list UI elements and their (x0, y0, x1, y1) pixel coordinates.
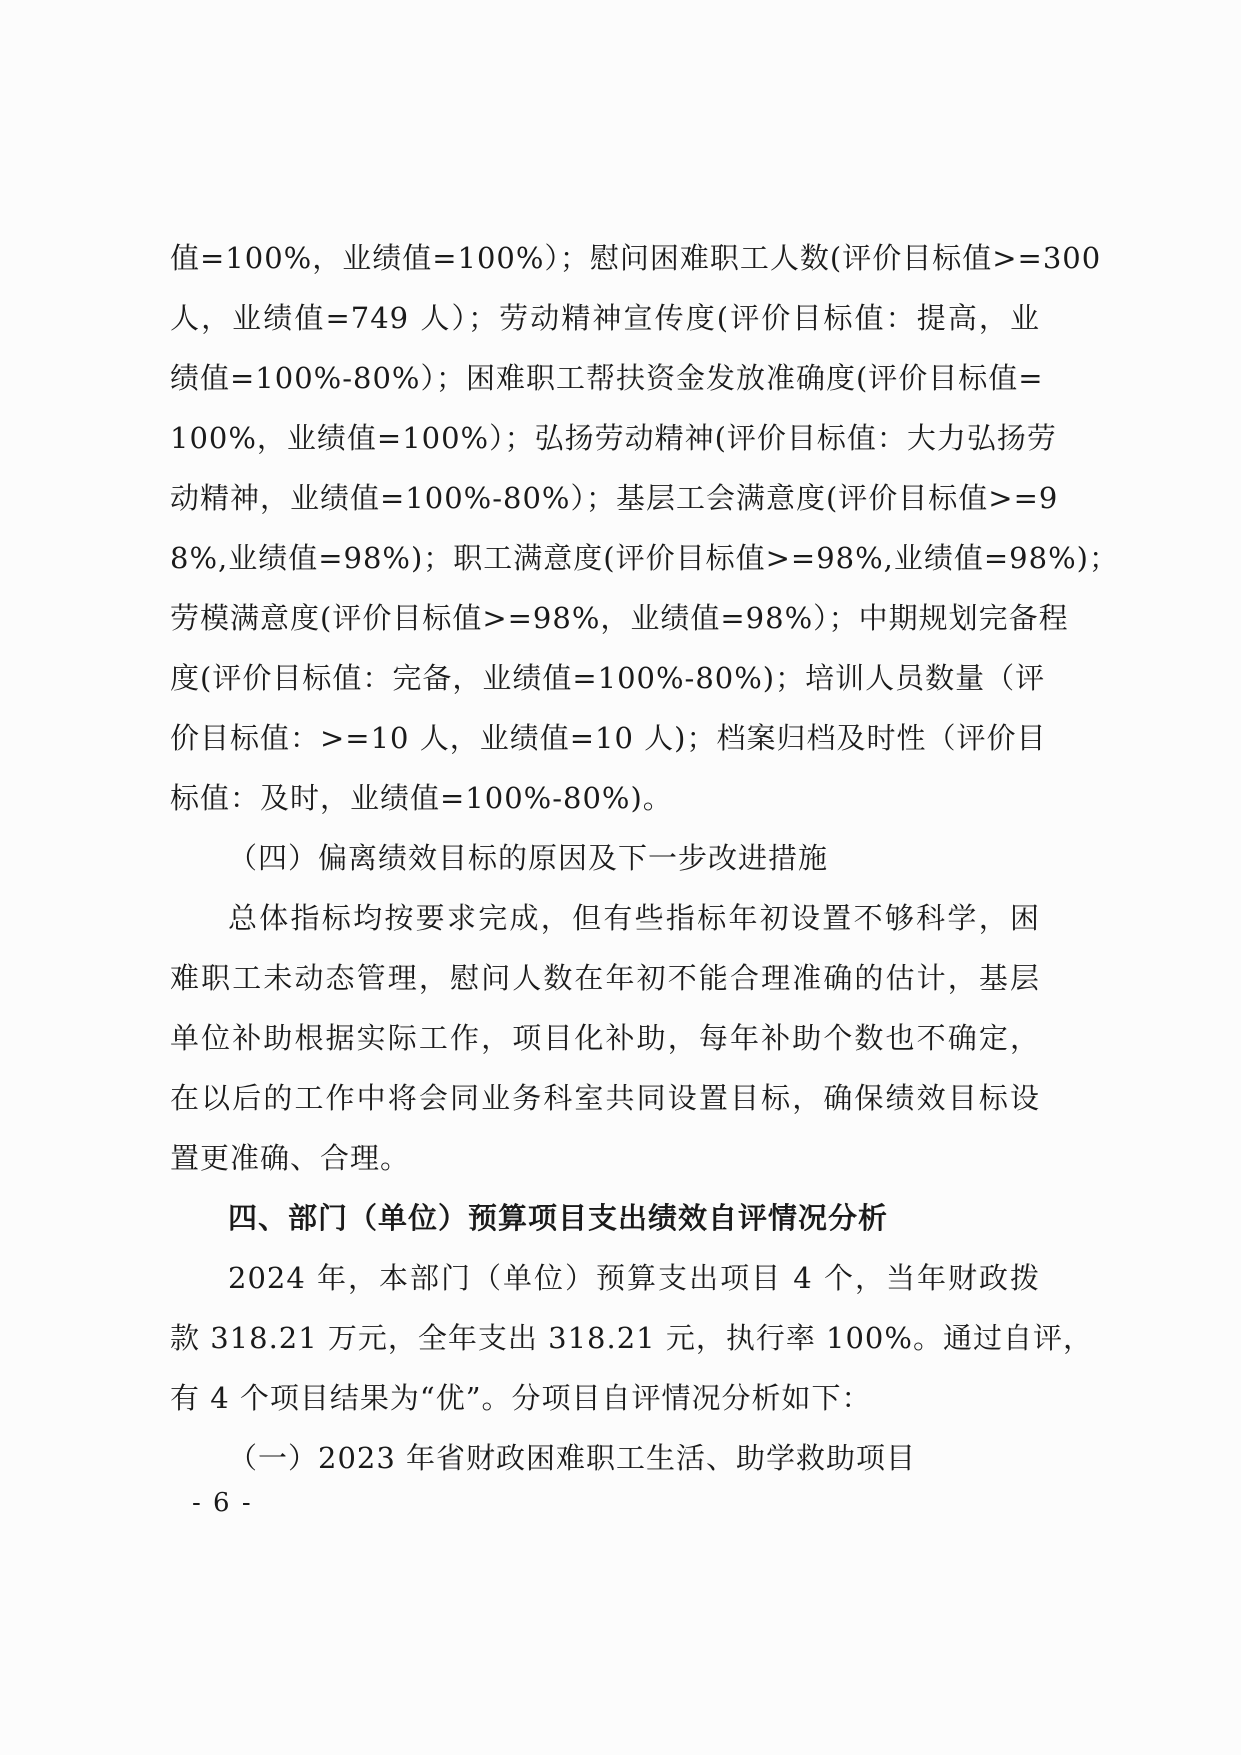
part-heading: 四、部门（单位）预算项目支出绩效自评情况分析 (228, 1201, 889, 1235)
body-line: 度(评价目标值：完备，业绩值=100%-80%)；培训人员数量（评 (170, 661, 1046, 695)
body-line: 动精神，业绩值=100%-80%）；基层工会满意度(评价目标值>=9 (170, 481, 1059, 515)
body-line: 置更准确、合理。 (170, 1141, 411, 1175)
body-line: 有 4 个项目结果为“优”。分项目自评情况分析如下： (170, 1381, 872, 1415)
body-line: 100%，业绩值=100%）；弘扬劳动精神(评价目标值：大力弘扬劳 (170, 421, 1057, 455)
body-line: 价目标值：>=10 人，业绩值=10 人)；档案归档及时性（评价目 (170, 721, 1047, 755)
body-line: 劳模满意度(评价目标值>=98%，业绩值=98%）；中期规划完备程 (170, 601, 1069, 635)
body-line: 款 318.21 万元，全年支出 318.21 元，执行率 100%。通过自评， (170, 1321, 1093, 1355)
body-line: 单位补助根据实际工作，项目化补助，每年补助个数也不确定， (170, 1021, 1040, 1055)
body-line: 8%,业绩值=98%)；职工满意度(评价目标值>=98%,业绩值=98%)； (170, 541, 1119, 575)
subsection-heading: （一）2023 年省财政困难职工生活、助学救助项目 (228, 1441, 917, 1475)
body-line: 值=100%，业绩值=100%）；慰问困难职工人数(评价目标值>=300 (170, 241, 1102, 275)
body-line: 总体指标均按要求完成，但有些指标年初设置不够科学，困 (228, 901, 1040, 935)
section-heading: （四）偏离绩效目标的原因及下一步改进措施 (228, 841, 829, 875)
body-line: 绩值=100%-80%）；困难职工帮扶资金发放准确度(评价目标值= (170, 361, 1044, 395)
page-number: - 6 - (192, 1488, 253, 1518)
body-line: 在以后的工作中将会同业务科室共同设置目标，确保绩效目标设 (170, 1081, 1040, 1115)
body-line: 难职工未动态管理，慰问人数在年初不能合理准确的估计，基层 (170, 961, 1040, 995)
body-line: 标值：及时，业绩值=100%-80%)。 (170, 781, 673, 815)
body-line: 2024 年，本部门（单位）预算支出项目 4 个，当年财政拨 (228, 1261, 1040, 1295)
body-line: 人，业绩值=749 人）；劳动精神宣传度(评价目标值：提高，业 (170, 301, 1040, 335)
document-body (170, 228, 1119, 1488)
